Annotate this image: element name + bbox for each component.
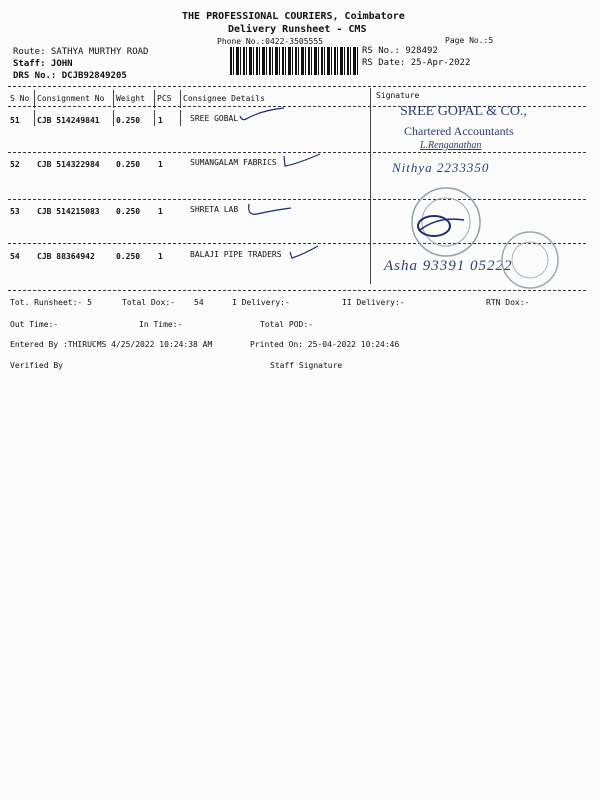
verified-by: Verified By bbox=[10, 361, 63, 370]
column-separator bbox=[180, 110, 181, 126]
row-consignee: SUMANGALAM FABRICS bbox=[190, 158, 277, 167]
column-separator bbox=[34, 110, 35, 126]
stamp-signer: L.Renganathan bbox=[420, 140, 482, 151]
col-weight: Weight bbox=[116, 94, 145, 103]
row-pcs: 1 bbox=[158, 252, 163, 261]
out-time: Out Time:- bbox=[10, 320, 59, 329]
stamp-subtitle: Chartered Accountants bbox=[404, 124, 514, 138]
tick-mark-icon bbox=[282, 152, 324, 172]
col-sno: S No bbox=[10, 94, 30, 103]
ii-delivery: II Delivery:- bbox=[342, 298, 405, 307]
row-weight: 0.250 bbox=[116, 160, 141, 169]
divider bbox=[8, 199, 586, 200]
page-number: Page No.:5 bbox=[445, 36, 494, 45]
row-consignee: SHRETA LAB bbox=[190, 205, 239, 214]
total-dox-value: 54 bbox=[194, 298, 204, 307]
row-consignment: CJB 88364942 bbox=[37, 252, 95, 261]
rs-number: RS No.: 928492 bbox=[362, 46, 438, 56]
row-consignee: SREE GOBAL bbox=[190, 114, 239, 123]
row-pcs: 1 bbox=[158, 207, 163, 216]
round-stamp-icon bbox=[496, 226, 566, 290]
col-consignee: Consignee Details bbox=[183, 94, 265, 103]
column-separator bbox=[154, 110, 155, 126]
i-delivery: I Delivery:- bbox=[232, 298, 290, 307]
handwritten-signature: Asha 93391 05222 bbox=[384, 258, 513, 274]
tick-mark-icon bbox=[238, 106, 288, 124]
stamp-company-name: SREE GOPAL & CO., bbox=[400, 104, 527, 119]
row-consignee: BALAJI PIPE TRADERS bbox=[190, 250, 282, 259]
route: Route: SATHYA MURTHY ROAD bbox=[13, 47, 149, 57]
rtn-dox: RTN Dox:- bbox=[486, 298, 530, 307]
phone-number: Phone No.:0422-3505555 bbox=[217, 37, 323, 46]
printed-on: Printed On: 25-04-2022 10:24:46 bbox=[250, 340, 400, 349]
company-title: THE PROFESSIONAL COURIERS, Coimbatore bbox=[182, 11, 405, 22]
row-sno: 53 bbox=[10, 207, 20, 216]
handwritten-signature: Nithya 2233350 bbox=[392, 160, 490, 175]
row-pcs: 1 bbox=[158, 116, 163, 125]
signature-column-separator bbox=[370, 88, 371, 284]
row-consignment: CJB 514249841 bbox=[37, 116, 100, 125]
barcode bbox=[230, 47, 358, 75]
total-pod: Total POD:- bbox=[260, 320, 313, 329]
in-time: In Time:- bbox=[139, 320, 183, 329]
col-pcs: PCS bbox=[157, 94, 172, 103]
column-separator bbox=[113, 110, 114, 126]
col-signature: Signature bbox=[376, 91, 420, 100]
col-consignment: Consignment No bbox=[37, 94, 105, 103]
tick-mark-icon bbox=[288, 244, 322, 262]
row-weight: 0.250 bbox=[116, 116, 141, 125]
round-stamp-icon bbox=[394, 186, 498, 258]
row-pcs: 1 bbox=[158, 160, 163, 169]
entered-by: Entered By :THIRUCMS 4/25/2022 10:24:38 AM bbox=[10, 340, 213, 349]
rs-date: RS Date: 25-Apr-2022 bbox=[362, 58, 471, 68]
divider bbox=[8, 290, 586, 291]
drs-number: DRS No.: DCJB92849205 bbox=[13, 71, 127, 81]
divider bbox=[8, 86, 586, 87]
row-weight: 0.250 bbox=[116, 252, 141, 261]
row-sno: 51 bbox=[10, 116, 20, 125]
row-weight: 0.250 bbox=[116, 207, 141, 216]
column-separator bbox=[154, 90, 155, 108]
column-separator bbox=[113, 90, 114, 108]
total-dox-label: Total Dox:- bbox=[122, 298, 175, 307]
runsheet-subtitle: Delivery Runsheet - CMS bbox=[228, 24, 367, 35]
staff: Staff: JOHN bbox=[13, 59, 73, 69]
tick-mark-icon bbox=[245, 200, 295, 222]
row-sno: 54 bbox=[10, 252, 20, 261]
row-consignment: CJB 514215083 bbox=[37, 207, 100, 216]
column-separator bbox=[180, 90, 181, 108]
row-sno: 52 bbox=[10, 160, 20, 169]
staff-signature: Staff Signature bbox=[270, 361, 343, 370]
total-runsheet: Tot. Runsheet:- 5 bbox=[10, 298, 92, 307]
row-consignment: CJB 514322984 bbox=[37, 160, 100, 169]
column-separator bbox=[34, 90, 35, 108]
